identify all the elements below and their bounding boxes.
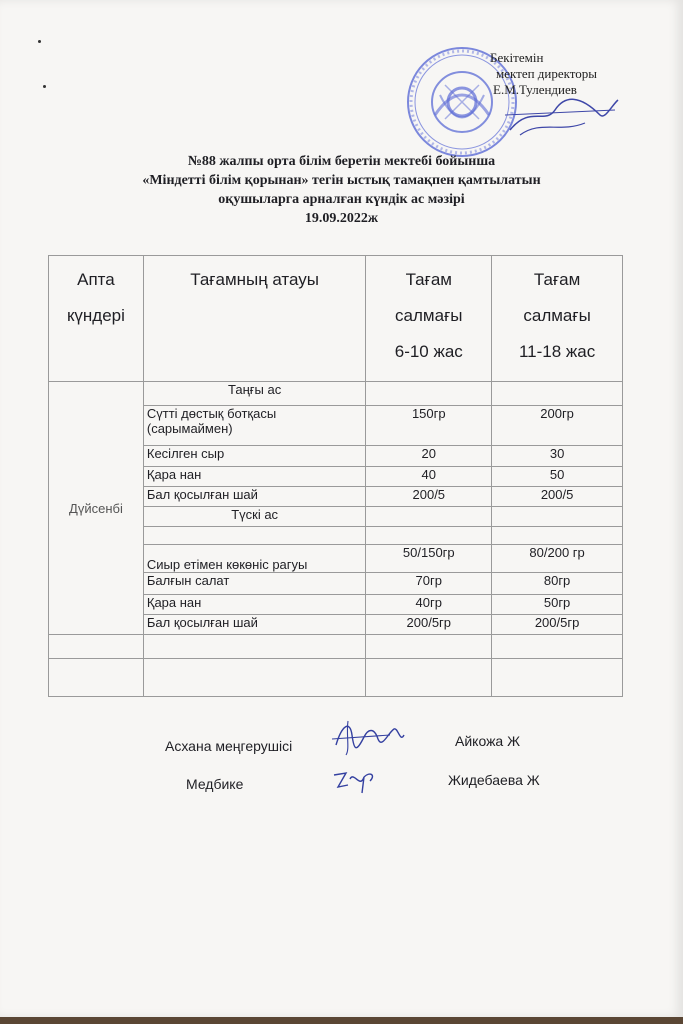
- nurse-signature-icon: [330, 765, 380, 795]
- speck: [38, 40, 41, 43]
- title-date: 19.09.2022ж: [304, 211, 379, 226]
- weight-6-10: 200/5: [366, 487, 492, 507]
- header-text: салмағы: [523, 306, 591, 325]
- header-text: 6-10 жас: [394, 342, 463, 361]
- header-text: Тағам: [405, 270, 452, 289]
- header-row: [49, 256, 623, 382]
- title-line: оқушыларга арналған күндік ас мәзірі: [218, 192, 465, 207]
- table-row: [49, 382, 623, 406]
- director-signature-icon: [500, 85, 620, 140]
- weight-6-10: 40гр: [366, 595, 492, 615]
- header-text: салмағы: [395, 306, 463, 325]
- cook-signature-icon: [328, 715, 408, 760]
- weight-11-18: 30: [492, 446, 623, 467]
- approval-line: Е.М.Тулендиев: [493, 82, 577, 97]
- weight-6-10: 20: [366, 446, 492, 467]
- document-title: [0, 152, 683, 228]
- weight-6-10: 150гр: [366, 406, 492, 446]
- table-cell: [492, 507, 623, 527]
- weight-11-18: 200/5: [492, 487, 623, 507]
- menu-table: [48, 255, 623, 697]
- table-cell: [143, 659, 366, 697]
- dish-name: Қара нан: [143, 595, 366, 615]
- weight-11-18: 200/5гр: [492, 615, 623, 635]
- cook-name: Айкожа Ж: [455, 733, 521, 749]
- title-line: «Міндетті білім қорынан» тегін ыстық тамақпен қамтылатын: [142, 173, 541, 188]
- dish-name: Бал қосылған шай: [143, 487, 366, 507]
- section-label: Таңғы ас: [143, 382, 366, 406]
- nurse-name: Жидебаева Ж: [448, 772, 540, 788]
- table-cell: [492, 527, 623, 545]
- header-text: Апта: [77, 270, 115, 289]
- table-cell: [366, 507, 492, 527]
- dish-name: Сүтті дөстық ботқасы (сарымаймен): [143, 406, 366, 446]
- weight-6-10: 40: [366, 467, 492, 487]
- header-text: күндері: [66, 306, 125, 325]
- table-cell: [492, 382, 623, 406]
- weight-6-10: 50/150гр: [366, 545, 492, 573]
- approval-line: мектеп директоры: [496, 66, 598, 81]
- weight-6-10: 70гр: [366, 573, 492, 595]
- speck: [43, 85, 46, 88]
- weight-11-18: 50: [492, 467, 623, 487]
- header-dish: [143, 256, 366, 382]
- dish-name: Балғын салат: [143, 573, 366, 595]
- weight-11-18: 80гр: [492, 573, 623, 595]
- table-cell: [366, 659, 492, 697]
- table-cell: [366, 527, 492, 545]
- title-line: №88 жалпы орта білім беретін мектебі бойынша: [187, 154, 496, 169]
- weight-11-18: 80/200 гр: [492, 545, 623, 573]
- header-text: Тағамның атауы: [190, 270, 320, 289]
- nurse-title: Медбике: [186, 776, 244, 792]
- dish-name: Бал қосылған шай: [143, 615, 366, 635]
- table-cell: [49, 659, 144, 697]
- dish-name: Кесілген сыр: [143, 446, 366, 467]
- table-cell: [492, 659, 623, 697]
- dish-name: Сиыр етімен көкөніс рагуы: [143, 545, 366, 573]
- header-text: 11-18 жас: [518, 342, 596, 361]
- table-row: [49, 635, 623, 659]
- approval-line: Бекітемін: [490, 50, 544, 65]
- table-cell: [492, 635, 623, 659]
- table-cell: [49, 635, 144, 659]
- section-label: Түскі ас: [143, 507, 366, 527]
- weight-6-10: 200/5гр: [366, 615, 492, 635]
- day-cell: Дүйсенбі: [49, 382, 144, 635]
- header-day: [49, 256, 144, 382]
- header-text: Тағам: [533, 270, 581, 289]
- table-cell: [143, 635, 366, 659]
- table-row: [49, 659, 623, 697]
- cook-title: Асхана меңгерушісі: [165, 738, 293, 754]
- header-weight-6-10: [366, 256, 492, 382]
- table-cell: [366, 382, 492, 406]
- dish-name: Қара нан: [143, 467, 366, 487]
- weight-11-18: 200гр: [492, 406, 623, 446]
- weight-11-18: 50гр: [492, 595, 623, 615]
- table-cell: [366, 635, 492, 659]
- table-cell: [143, 527, 366, 545]
- header-weight-11-18: [492, 256, 623, 382]
